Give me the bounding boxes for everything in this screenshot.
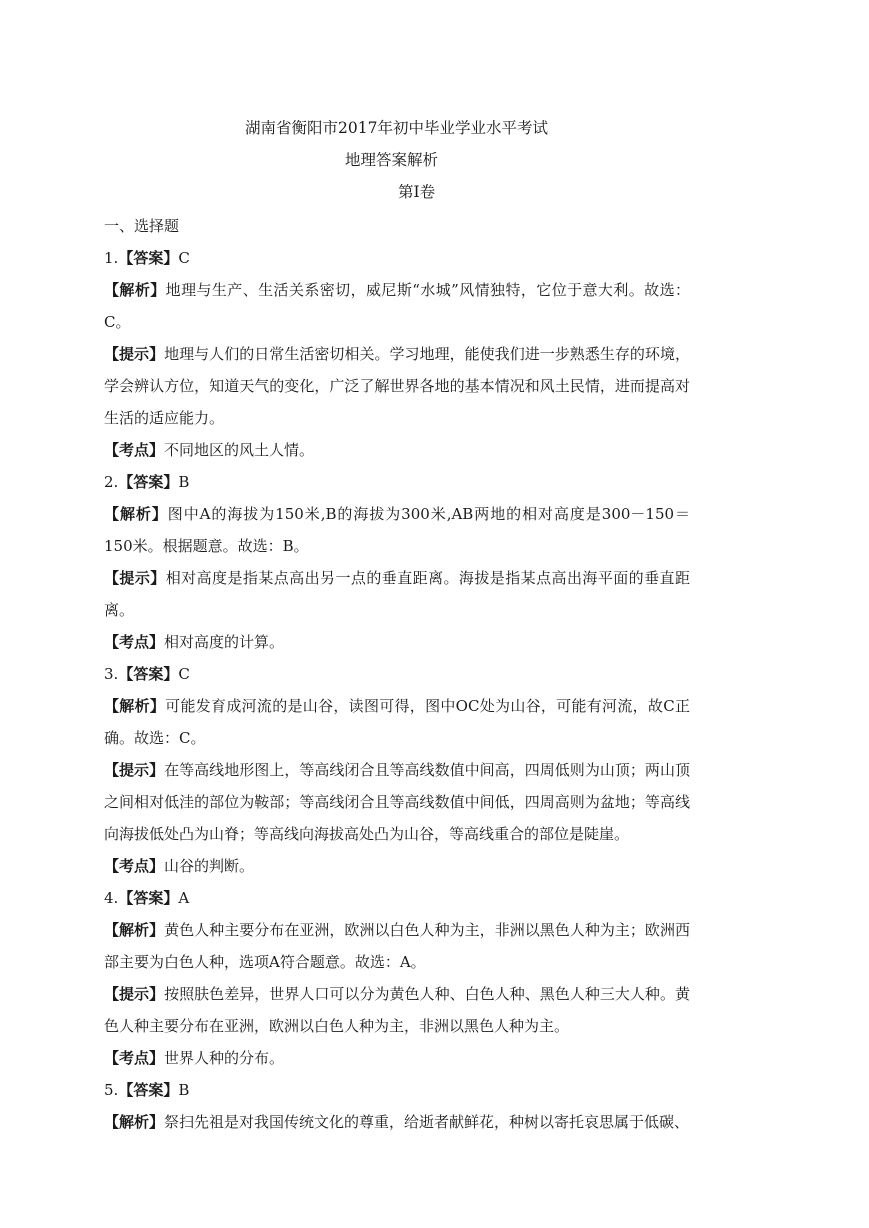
analysis-tag: 【解析】 — [104, 921, 165, 939]
question-number: 5. — [104, 1081, 119, 1099]
answer-line — [104, 658, 690, 690]
analysis-text: 黄色人种主要分布在亚洲，欧洲以白色人种为主，非洲以黑色人种为主；欧洲西部主要为白色人种，选项A符合题意。故选：A。 — [104, 921, 690, 971]
point-text: 山谷的判断。 — [164, 857, 255, 875]
hint-tag: 【提示】 — [104, 345, 165, 363]
question-item-2 — [104, 466, 690, 658]
hint-tag: 【提示】 — [104, 985, 165, 1003]
answer-line — [104, 242, 690, 274]
point-tag: 【考点】 — [104, 441, 165, 459]
analysis-paragraph — [104, 690, 690, 754]
answer-line — [104, 882, 690, 914]
analysis-paragraph — [104, 274, 690, 338]
hint-text: 按照肤色差异，世界人口可以分为黄色人种、白色人种、黑色人种三大人种。黄色人种主要分布在亚洲，欧洲以白色人种为主，非洲以黑色人种为主。 — [104, 985, 690, 1035]
question-number: 4. — [104, 889, 119, 907]
hint-paragraph — [104, 338, 690, 434]
analysis-paragraph — [104, 914, 690, 978]
answer-value: B — [178, 1081, 190, 1099]
point-text: 世界人种的分布。 — [164, 1049, 285, 1067]
answer-tag: 【答案】 — [118, 249, 179, 267]
answer-line — [104, 466, 690, 498]
question-item-3 — [104, 658, 690, 882]
point-tag: 【考点】 — [104, 633, 165, 651]
hint-paragraph — [104, 562, 690, 626]
analysis-tag: 【解析】 — [104, 281, 166, 299]
question-item-4 — [104, 882, 690, 1074]
hint-paragraph — [104, 978, 690, 1042]
point-paragraph — [104, 434, 690, 466]
point-paragraph — [104, 850, 690, 882]
hint-text: 在等高线地形图上，等高线闭合且等高线数值中间高，四周低则为山顶；两山顶之间相对低洼的部位为鞍部；等高线闭合且等高线数值中间低，四周高则为盆地；等高线向海拔低处凸为山脊；等高线向海拔高处凸为山谷，等高线重合的部位是陡崖。 — [104, 761, 690, 843]
answer-tag: 【答案】 — [118, 889, 179, 907]
doc-section-label: 第Ⅰ卷 — [398, 183, 436, 201]
hint-tag: 【提示】 — [104, 761, 165, 779]
analysis-text: 图中A的海拔为150米,B的海拔为300米,AB两地的相对高度是300－150＝150米。根据题意。故选：B。 — [104, 505, 690, 555]
answer-tag: 【答案】 — [118, 473, 179, 491]
question-item-5 — [104, 1074, 690, 1138]
answer-value: B — [178, 473, 190, 491]
point-tag: 【考点】 — [104, 857, 165, 875]
analysis-text: 可能发育成河流的是山谷，读图可得，图中OC处为山谷，可能有河流，故C正确。故选：C。 — [104, 697, 690, 747]
point-text: 相对高度的计算。 — [164, 633, 285, 651]
hint-text: 相对高度是指某点高出另一点的垂直距离。海拔是指某点高出海平面的垂直距离。 — [104, 569, 690, 619]
analysis-text: 祭扫先祖是对我国传统文化的尊重，给逝者献鲜花，种树以寄托哀思属于低碳、 — [164, 1113, 690, 1131]
answer-value: A — [178, 889, 190, 907]
answer-tag: 【答案】 — [118, 1081, 179, 1099]
point-text: 不同地区的风土人情。 — [164, 441, 315, 459]
hint-text: 地理与人们的日常生活密切相关。学习地理，能使我们进一步熟悉生存的环境，学会辨认方位，知道天气的变化，广泛了解世界各地的基本情况和风土民情，进而提高对生活的适应能力。 — [104, 345, 690, 427]
doc-subtitle: 地理答案解析 — [345, 151, 439, 169]
answer-line — [104, 1074, 690, 1106]
analysis-tag: 【解析】 — [104, 505, 168, 523]
question-number: 1. — [104, 249, 119, 267]
point-paragraph — [104, 1042, 690, 1074]
answer-content — [104, 210, 690, 1138]
answer-tag: 【答案】 — [118, 665, 179, 683]
answer-value: C — [178, 249, 190, 267]
doc-title: 湖南省衡阳市2017年初中毕业学业水平考试 — [245, 119, 548, 137]
question-number: 3. — [104, 665, 119, 683]
analysis-paragraph — [104, 498, 690, 562]
point-tag: 【考点】 — [104, 1049, 165, 1067]
hint-paragraph — [104, 754, 690, 850]
analysis-tag: 【解析】 — [104, 1113, 165, 1131]
question-number: 2. — [104, 473, 119, 491]
section-heading: 一、选择题 — [104, 217, 180, 235]
point-paragraph — [104, 626, 690, 658]
analysis-tag: 【解析】 — [104, 697, 166, 715]
question-item-1 — [104, 242, 690, 466]
hint-tag: 【提示】 — [104, 569, 166, 587]
analysis-paragraph — [104, 1106, 690, 1138]
answer-value: C — [178, 665, 190, 683]
analysis-text: 地理与生产、生活关系密切，威尼斯“水城”风情独特，它位于意大利。故选：C。 — [104, 281, 690, 331]
